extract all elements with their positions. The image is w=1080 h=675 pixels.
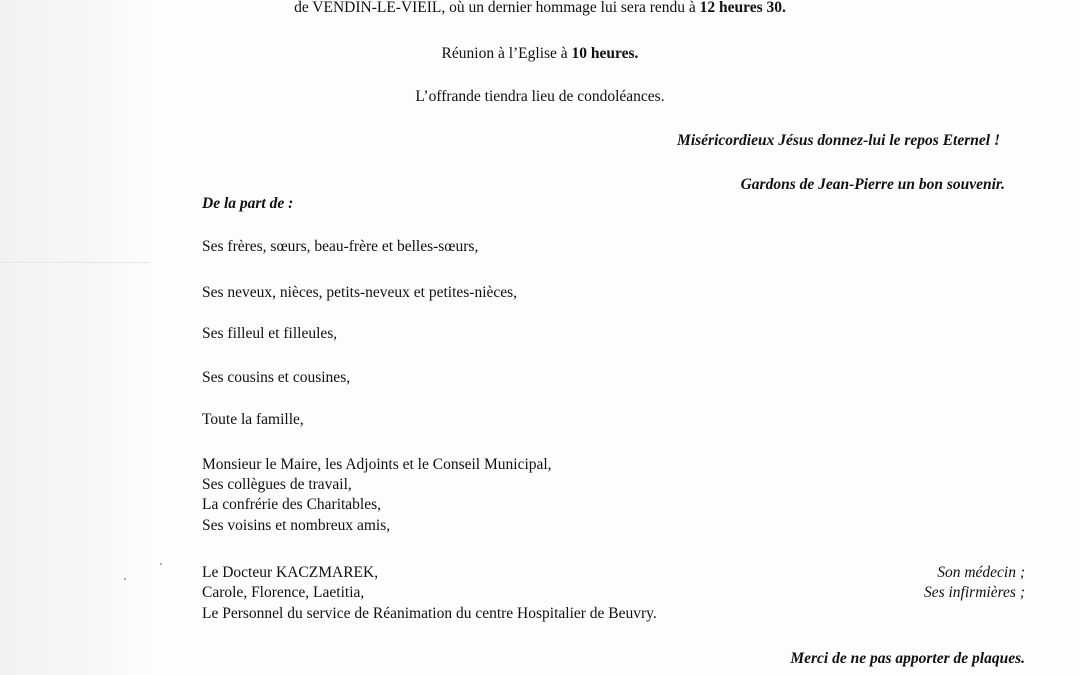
scan-artifact-line <box>0 262 150 263</box>
family-line: Toute la famille, <box>202 411 304 428</box>
scan-speck <box>160 563 162 565</box>
community-line: Ses voisins et nombreux amis, <box>202 517 391 534</box>
family-line: Ses filleul et filleules, <box>202 325 338 342</box>
closing-note: Merci de ne pas apporter de plaques. <box>790 650 1025 667</box>
ceremony-location-text: de VENDIN-LE-VIEIL, où un dernier hommage lui sera rendu à <box>294 0 700 16</box>
ceremony-time: 12 heures 30. <box>699 0 786 16</box>
community-line: Monsieur le Maire, les Adjoints et le Conseil Municipal, <box>202 456 552 473</box>
staff-line: Le Personnel du service de Réanimation du centre Hospitalier de Beuvry. <box>202 605 657 622</box>
family-line: Ses cousins et cousines, <box>202 369 351 386</box>
reunion-text: Réunion à l’Eglise à <box>441 45 572 62</box>
offrande-line: L’offrande tiendra lieu de condoléances. <box>415 88 665 105</box>
doctor-line: Le Docteur KACZMAREK, <box>202 564 379 581</box>
family-line: Ses neveux, nièces, petits-neveux et petites-nièces, <box>202 284 518 301</box>
community-line: Ses collègues de travail, <box>202 476 352 493</box>
prayer-line: Miséricordieux Jésus donnez-lui le repos Eternel ! <box>677 132 1000 149</box>
nurses-line: Carole, Florence, Laetitia, <box>202 584 365 601</box>
ceremony-location-line <box>0 0 1080 17</box>
community-line: La confrérie des Charitables, <box>202 496 382 513</box>
reunion-line <box>0 45 1080 63</box>
memory-line: Gardons de Jean-Pierre un bon souvenir. <box>740 176 1005 193</box>
doctor-role: Son médecin ; <box>937 564 1025 581</box>
scan-speck <box>124 578 126 580</box>
nurses-role: Ses infirmières ; <box>923 584 1025 601</box>
from-heading: De la part de : <box>202 195 294 212</box>
reunion-time: 10 heures. <box>571 45 639 62</box>
family-line: Ses frères, sœurs, beau-frère et belles-sœurs, <box>202 238 479 255</box>
